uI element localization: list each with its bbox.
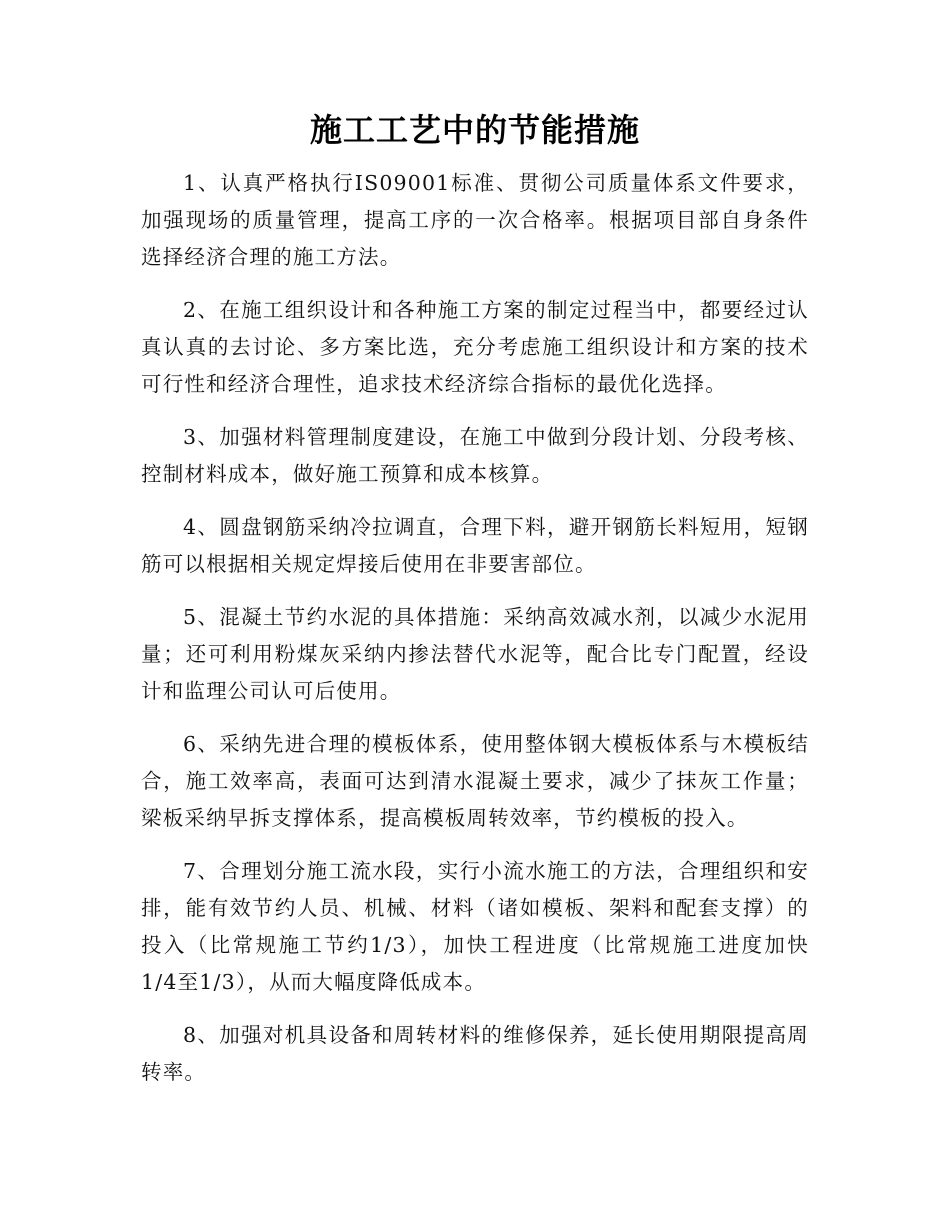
paragraph-1: 1、认真严格执行IS09001标准、贯彻公司质量体系文件要求，加强现场的质量管理，提高工序的一次合格率。根据项目部自身条件选择经济合理的施工方法。 — [141, 171, 809, 269]
paragraph-4: 4、圆盘钢筋采纳冷拉调直，合理下料，避开钢筋长料短用，短钢筋可以根据相关规定焊接后使用在非要害部位。 — [141, 515, 809, 576]
paragraph-6: 6、采纳先进合理的模板体系，使用整体钢大模板体系与木模板结合，施工效率高，表面可达到清水混凝土要求，减少了抹灰工作量；梁板采纳早拆支撑体系，提高模板周转效率，节约模板的投入。 — [141, 732, 809, 830]
paragraph-7: 7、合理划分施工流水段，实行小流水施工的方法，合理组织和安排，能有效节约人员、机械、材料（诸如模板、架料和配套支撑）的投入（比常规施工节约1/3），加快工程进度（比常规施工进度加快1/4至1/3），从而大幅度降低成本。 — [141, 859, 809, 994]
paragraph-3: 3、加强材料管理制度建设，在施工中做到分段计划、分段考核、控制材料成本，做好施工预算和成本核算。 — [141, 425, 809, 486]
document-body — [141, 165, 809, 1107]
paragraph-8: 8、加强对机具设备和周转材料的维修保养，延长使用期限提高周转率。 — [141, 1023, 809, 1084]
paragraph-5: 5、混凝土节约水泥的具体措施：采纳高效减水剂，以减少水泥用量；还可利用粉煤灰采纳内掺法替代水泥等，配合比专门配置，经设计和监理公司认可后使用。 — [141, 605, 809, 703]
document-title: 施工工艺中的节能措施 — [309, 111, 640, 149]
paragraph-2: 2、在施工组织设计和各种施工方案的制定过程当中，都要经过认真认真的去讨论、多方案比选，充分考虑施工组织设计和方案的技术可行性和经济合理性，追求技术经济综合指标的最优化选择。 — [141, 298, 809, 396]
